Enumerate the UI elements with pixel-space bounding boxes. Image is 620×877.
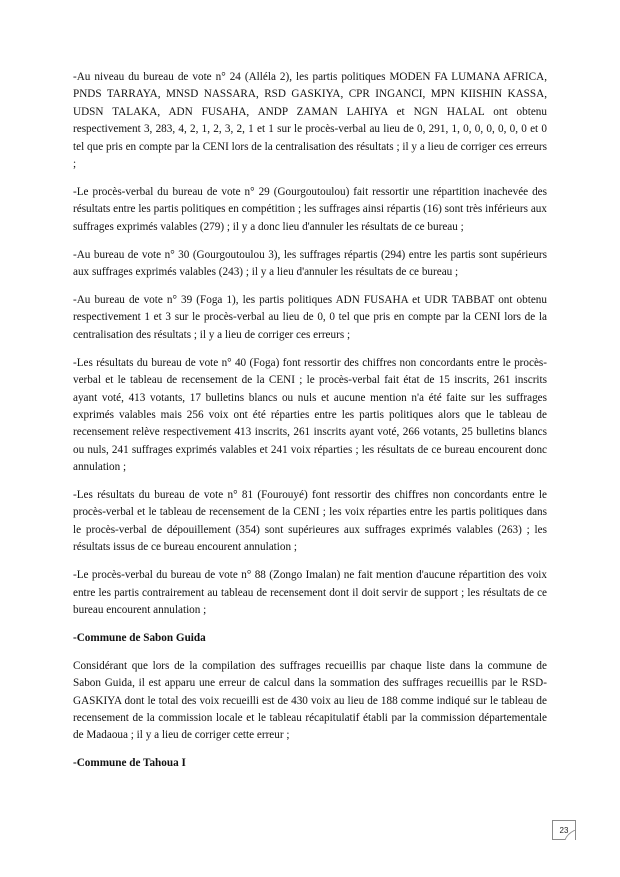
page-curl-icon	[565, 830, 575, 840]
paragraph-bureau-24: -Au niveau du bureau de vote n° 24 (Alléla 2), les partis politiques MODEN FA LUMANA AFRICA, PNDS TARRAYA, MNSD NASSARA, RSD GASKIYA, CPR INGANCI, MPN KIISHIN KASSA, UDSN TALAKA, ADN FUSAHA, ANDP ZAMAN LAHIYA et NGN HALAL ont obtenu respectivement 3, 283, 4, 2, 1, 2, 3, 2, 1 et 1 sur le procès-verbal au lieu de 0, 291, 1, 0, 0, 0, 0, 0, 0 et 0 tel que pris en compte par la CENI lors de la centralisation des résultats ; il y a lieu de corriger ces erreurs ;	[73, 71, 547, 171]
heading-commune-tahoua-1: -Commune de Tahoua I	[73, 757, 186, 770]
paragraph-bureau-29: -Le procès-verbal du bureau de vote n° 29 (Gourgoutoulou) fait ressortir une répartition inachevée des résultats entre les partis politiques en compétition ; les suffrages ainsi répartis (16) sont très inférieurs aux suffrages exprimés valables (279) ; il y a donc lieu d'annuler les résultats de ce bureau ;	[73, 185, 547, 233]
heading-commune-sabon-guida: -Commune de Sabon Guida	[73, 631, 206, 644]
page-number: 23	[559, 825, 569, 835]
paragraph-bureau-81: -Les résultats du bureau de vote n° 81 (Fourouyé) font ressortir des chiffres non concordants entre le procès-verbal et le tableau de recensement de la CENI ; les voix réparties entre les partis politiques dans le procès-verbal de dépouillement (354) sont supérieures aux suffrages exprimés valables (263) ; les résultats issus de ce bureau encourent annulation ;	[73, 489, 547, 554]
paragraph-bureau-88: -Le procès-verbal du bureau de vote n° 88 (Zongo Imalan) ne fait mention d'aucune répartition des voix entre les partis contrairement au tableau de recensement dont il doit servir de support ; les résultats de ce bureau encourent annulation ;	[73, 569, 547, 616]
paragraph-sabon-guida: Considérant que lors de la compilation des suffrages recueillis par chaque liste dans la commune de Sabon Guida, il est apparu une erreur de calcul dans la sommation des suffrages recueillis par le RSD-GASKIYA dont le total des voix recueilli est de 430 voix au lieu de 188 comme indiqué sur le tableau de recensement de la commission locale et le tableau récapitulatif établi par la commission départementale de Madaoua ; il y a lieu de corriger cette erreur ;	[73, 659, 547, 742]
paragraph-bureau-40: -Les résultats du bureau de vote n° 40 (Foga) font ressortir des chiffres non concordants entre le procès-verbal et le tableau de recensement de la CENI ; le procès-verbal fait état de 15 inscrits, 261 inscrits ayant voté, 413 votants, 17 bulletins blancs ou nuls et aucune mention n'a été faite sur les suffrages exprimés valables mais 256 voix ont été réparties entre les partis politiques alors que le tableau de recensement relève respectivement 413 inscrits, 261 inscrits ayant voté, 266 votants, 25 bulletins blancs ou nuls, 241 suffrages exprimés valables et 241 voix réparties ; les résultats de ce bureau encourent donc annulation ;	[73, 356, 547, 474]
paragraph-bureau-30: -Au bureau de vote n° 30 (Gourgoutoulou 3), les suffrages répartis (294) entre les partis sont supérieurs aux suffrages exprimés valables (243) ; il y a lieu d'annuler les résultats de ce bureau ;	[73, 248, 547, 279]
paragraph-bureau-39: -Au bureau de vote n° 39 (Foga 1), les partis politiques ADN FUSAHA et UDR TABBAT ont obtenu respectivement 1 et 3 sur le procès-verbal au lieu de 0, 0 tel que pris en compte par la CENI lors de la centralisation des résultats ; il y a lieu de corriger ces erreurs ;	[73, 293, 547, 341]
page-content	[73, 69, 547, 783]
